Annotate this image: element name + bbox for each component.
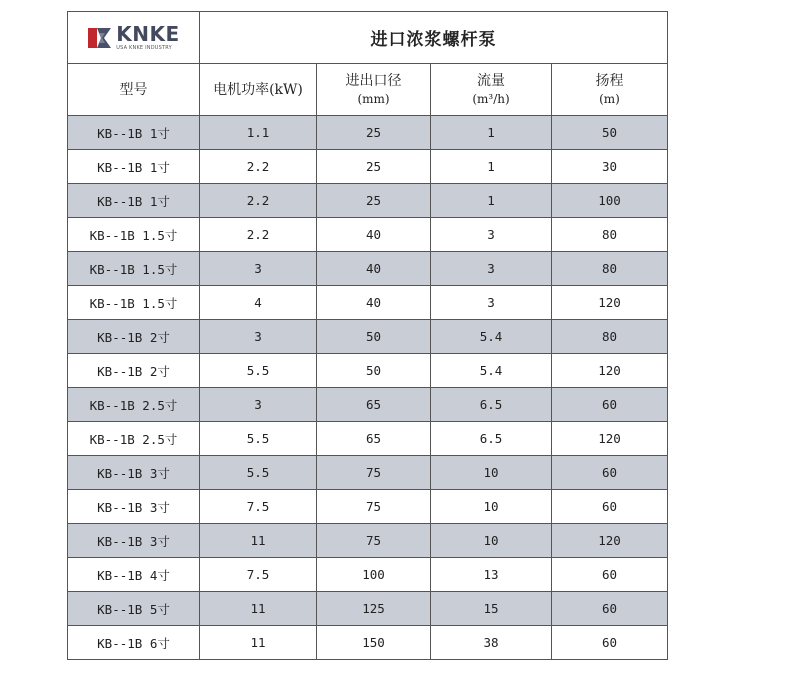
table-row: [68, 286, 668, 320]
cell-power: 7.5: [200, 490, 317, 524]
header-power: [200, 64, 317, 116]
table-row: [68, 524, 668, 558]
cell-head: 100: [552, 184, 668, 218]
cell-diameter: 25: [317, 184, 431, 218]
cell-flow: 13: [431, 558, 552, 592]
table-row: [68, 184, 668, 218]
header-head: [552, 64, 668, 116]
header-model: [68, 64, 200, 116]
cell-diameter: 40: [317, 218, 431, 252]
cell-power: 7.5: [200, 558, 317, 592]
cell-power: 3: [200, 252, 317, 286]
cell-diameter: 50: [317, 320, 431, 354]
header-head-label: 扬程: [595, 72, 624, 89]
cell-head: 120: [552, 524, 668, 558]
table-row: [68, 218, 668, 252]
cell-power: 2.2: [200, 150, 317, 184]
cell-flow: 1: [431, 184, 552, 218]
cell-diameter: 65: [317, 388, 431, 422]
cell-power: 2.2: [200, 218, 317, 252]
table-row: [68, 456, 668, 490]
cell-power: 4: [200, 286, 317, 320]
cell-flow: 1: [431, 116, 552, 150]
table-row: [68, 592, 668, 626]
cell-diameter: 75: [317, 456, 431, 490]
cell-model: KB--1B 2.5寸: [68, 388, 200, 422]
cell-power: 11: [200, 592, 317, 626]
brand-logo: [87, 24, 179, 51]
cell-power: 3: [200, 388, 317, 422]
table-row: [68, 150, 668, 184]
table-title-cell: [200, 12, 668, 64]
table-row: [68, 354, 668, 388]
cell-flow: 5.4: [431, 354, 552, 388]
cell-power: 3: [200, 320, 317, 354]
cell-head: 80: [552, 252, 668, 286]
cell-model: KB--1B 1寸: [68, 150, 200, 184]
cell-flow: 3: [431, 286, 552, 320]
cell-flow: 3: [431, 252, 552, 286]
table-row: [68, 626, 668, 660]
header-diameter: [317, 64, 431, 116]
cell-flow: 6.5: [431, 422, 552, 456]
table-title: 进口浓浆螺杆泵: [370, 30, 497, 50]
brand-name: KNKE: [116, 22, 180, 46]
cell-model: KB--1B 3寸: [68, 456, 200, 490]
title-row: [68, 12, 668, 64]
table-row: [68, 388, 668, 422]
cell-diameter: 40: [317, 252, 431, 286]
cell-model: KB--1B 2寸: [68, 354, 200, 388]
cell-flow: 15: [431, 592, 552, 626]
cell-flow: 10: [431, 490, 552, 524]
cell-model: KB--1B 1.5寸: [68, 286, 200, 320]
cell-head: 50: [552, 116, 668, 150]
cell-head: 120: [552, 286, 668, 320]
table-row: [68, 490, 668, 524]
cell-flow: 10: [431, 456, 552, 490]
cell-flow: 1: [431, 150, 552, 184]
cell-head: 120: [552, 354, 668, 388]
cell-power: 5.5: [200, 422, 317, 456]
cell-diameter: 25: [317, 116, 431, 150]
cell-diameter: 100: [317, 558, 431, 592]
cell-diameter: 150: [317, 626, 431, 660]
cell-model: KB--1B 1寸: [68, 184, 200, 218]
header-diameter-unit: (mm): [357, 91, 390, 106]
cell-flow: 3: [431, 218, 552, 252]
cell-diameter: 40: [317, 286, 431, 320]
cell-head: 60: [552, 388, 668, 422]
knke-logo-icon: [87, 25, 113, 51]
cell-flow: 10: [431, 524, 552, 558]
cell-diameter: 125: [317, 592, 431, 626]
table-row: [68, 558, 668, 592]
header-flow-unit: (m³/h): [472, 91, 510, 106]
cell-head: 80: [552, 218, 668, 252]
cell-power: 11: [200, 626, 317, 660]
cell-diameter: 75: [317, 524, 431, 558]
brand-subtitle: USA KNKE INDUSTRY: [116, 45, 172, 51]
table-row: [68, 422, 668, 456]
table-row: [68, 116, 668, 150]
cell-model: KB--1B 4寸: [68, 558, 200, 592]
header-flow: [431, 64, 552, 116]
table-row: [68, 320, 668, 354]
cell-power: 1.1: [200, 116, 317, 150]
cell-head: 120: [552, 422, 668, 456]
cell-model: KB--1B 2寸: [68, 320, 200, 354]
cell-head: 60: [552, 558, 668, 592]
cell-model: KB--1B 3寸: [68, 490, 200, 524]
cell-power: 11: [200, 524, 317, 558]
header-power-label: 电机功率(kW): [213, 81, 303, 98]
cell-flow: 38: [431, 626, 552, 660]
cell-diameter: 50: [317, 354, 431, 388]
cell-head: 80: [552, 320, 668, 354]
cell-head: 60: [552, 592, 668, 626]
cell-flow: 5.4: [431, 320, 552, 354]
cell-model: KB--1B 1.5寸: [68, 218, 200, 252]
header-flow-label: 流量: [477, 72, 505, 89]
cell-head: 30: [552, 150, 668, 184]
logo-cell: [68, 12, 200, 64]
cell-diameter: 25: [317, 150, 431, 184]
cell-model: KB--1B 1寸: [68, 116, 200, 150]
cell-power: 5.5: [200, 456, 317, 490]
header-row: [68, 64, 668, 116]
table-row: [68, 252, 668, 286]
cell-model: KB--1B 6寸: [68, 626, 200, 660]
header-diameter-label: 进出口径: [345, 72, 402, 89]
header-head-unit: (m): [599, 91, 620, 106]
cell-diameter: 75: [317, 490, 431, 524]
cell-model: KB--1B 5寸: [68, 592, 200, 626]
cell-model: KB--1B 3寸: [68, 524, 200, 558]
cell-head: 60: [552, 626, 668, 660]
cell-head: 60: [552, 456, 668, 490]
cell-model: KB--1B 2.5寸: [68, 422, 200, 456]
pump-spec-table: [67, 11, 668, 660]
cell-power: 5.5: [200, 354, 317, 388]
cell-model: KB--1B 1.5寸: [68, 252, 200, 286]
cell-flow: 6.5: [431, 388, 552, 422]
cell-head: 60: [552, 490, 668, 524]
cell-diameter: 65: [317, 422, 431, 456]
cell-power: 2.2: [200, 184, 317, 218]
header-model-label: 型号: [119, 81, 148, 98]
